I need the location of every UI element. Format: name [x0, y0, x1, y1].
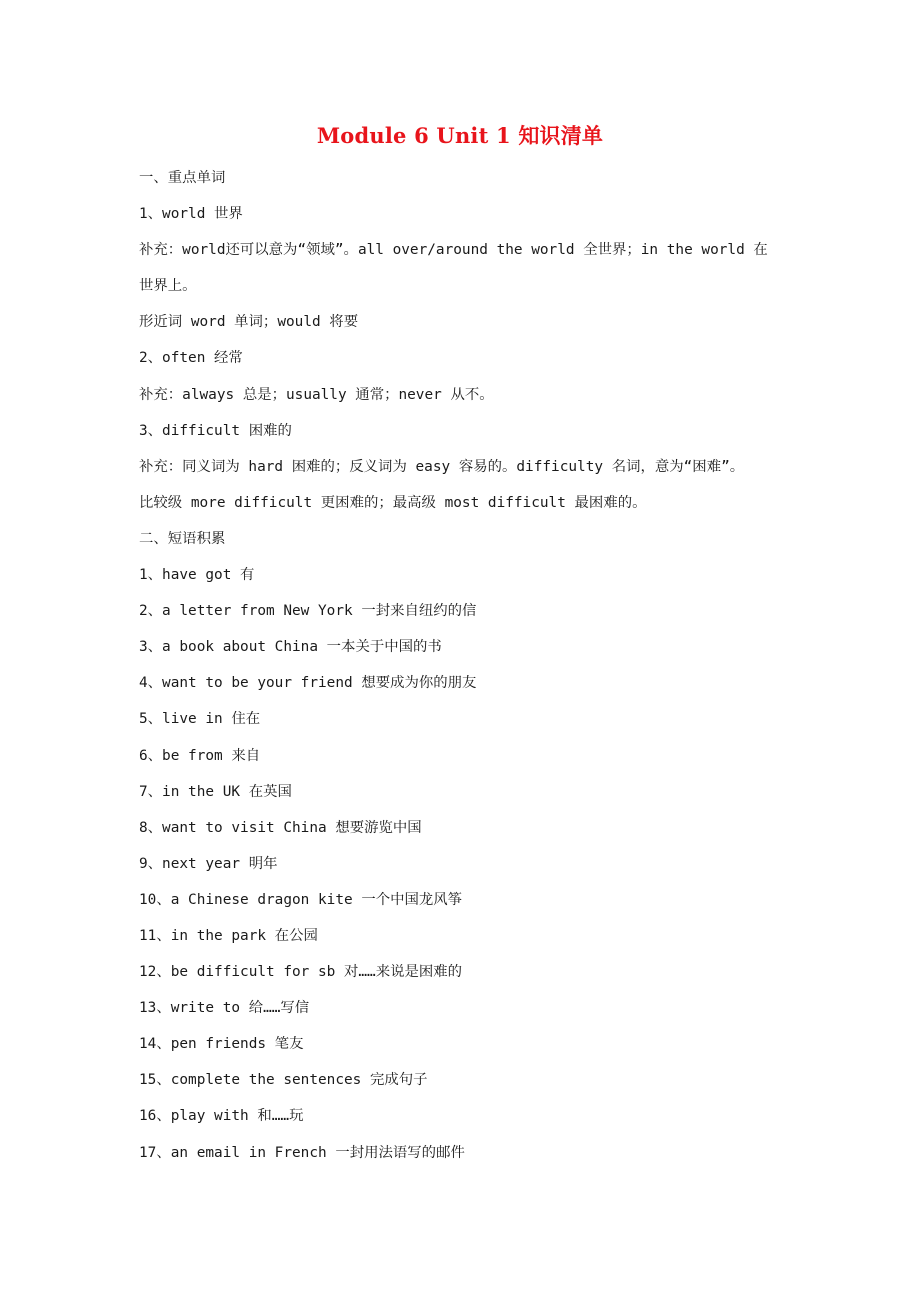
phrase-item: 11、in the park 在公园 [139, 927, 318, 944]
phrase-item: 6、be from 来自 [139, 747, 261, 764]
phrase-item: 1、have got 有 [139, 567, 255, 584]
note-line: 世界上。 [139, 278, 197, 295]
note-line: 比较级 more difficult 更困难的；最高级 most difficult 最困难的。 [139, 494, 647, 511]
phrase-item: 9、next year 明年 [139, 855, 278, 872]
phrase-item: 10、a Chinese dragon kite 一个中国龙风筝 [139, 891, 463, 908]
phrase-item: 12、be difficult for sb 对……来说是困难的 [139, 964, 463, 981]
note-line: 形近词 word 单词；would 将要 [139, 314, 359, 331]
phrase-item: 3、a book about China 一本关于中国的书 [139, 639, 442, 656]
document-body [139, 160, 799, 1171]
section-heading-phrases: 二、短语积累 [139, 530, 226, 547]
phrase-item: 17、an email in French 一封用法语写的邮件 [139, 1144, 465, 1161]
phrase-item: 16、play with 和……玩 [139, 1108, 304, 1125]
vocab-item-often: 2、often 经常 [139, 350, 243, 367]
vocab-item-world: 1、world 世界 [139, 206, 243, 223]
vocab-item-difficult: 3、difficult 困难的 [139, 422, 292, 439]
note-line: 补充：world还可以意为“领域”。all over/around the world 全世界；in the world 在 [139, 242, 768, 259]
phrase-item: 4、want to be your friend 想要成为你的朋友 [139, 675, 477, 692]
phrase-item: 15、complete the sentences 完成句子 [139, 1072, 428, 1089]
page-title: Module 6 Unit 1 知识清单 [316, 123, 604, 148]
phrase-item: 5、live in 住在 [139, 711, 261, 728]
phrase-item: 7、in the UK 在英国 [139, 783, 292, 800]
note-line: 补充：always 总是；usually 通常；never 从不。 [139, 386, 494, 403]
note-line: 补充：同义词为 hard 困难的；反义词为 easy 容易的。difficulty 名词，意为“困难”。 [139, 458, 745, 475]
phrase-item: 2、a letter from New York 一封来自纽约的信 [139, 603, 477, 620]
phrase-item: 8、want to visit China 想要游览中国 [139, 819, 422, 836]
section-heading-key-words: 一、重点单词 [139, 170, 226, 186]
phrase-item: 13、write to 给……写信 [139, 1000, 310, 1017]
phrase-item: 14、pen friends 笔友 [139, 1036, 304, 1053]
